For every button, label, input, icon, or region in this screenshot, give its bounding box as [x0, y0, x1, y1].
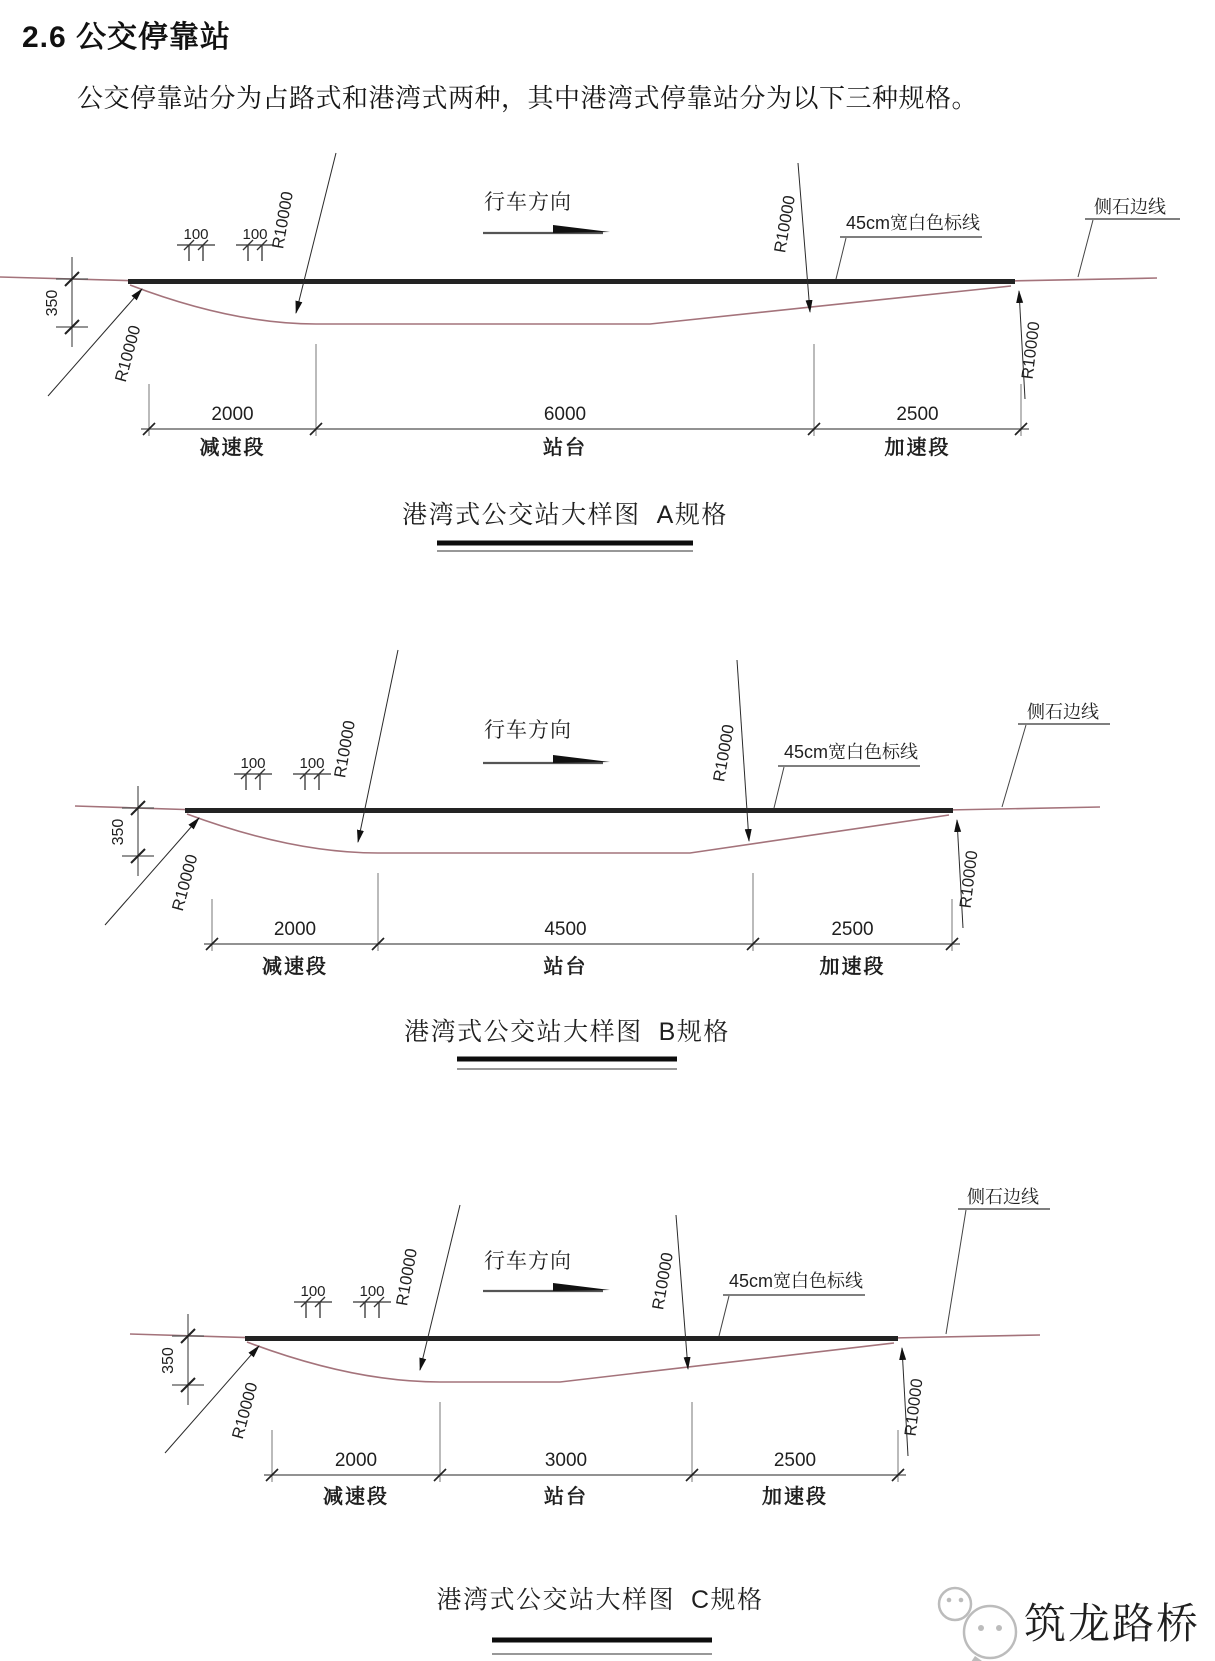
- direction-arrowhead: [553, 1283, 610, 1291]
- bay-curve: [187, 814, 949, 853]
- small-dim-0: [294, 1283, 332, 1318]
- segment-label: 减速段: [323, 1486, 389, 1508]
- radius-leader-2: [296, 153, 336, 313]
- radius-leader-3: [737, 660, 749, 841]
- small-dim-value: 100: [242, 226, 268, 243]
- radius-label-4: R10000: [1018, 320, 1044, 381]
- depth-dim: [160, 1314, 204, 1405]
- radius-leader-3: [798, 163, 810, 312]
- segment-dim-value: 2000: [334, 1450, 378, 1471]
- marking-callout-label: 45cm宽白色标线: [845, 213, 981, 233]
- radius-label-2: R10000: [269, 190, 297, 251]
- marking-line: [128, 279, 1015, 284]
- marking-callout-leader: [836, 238, 846, 279]
- diagram-spec-c: [130, 1187, 1050, 1654]
- depth-dim-value: 350: [44, 289, 61, 317]
- segment-dim-value: 3000: [544, 1450, 588, 1471]
- radius-label-4: R10000: [901, 1377, 927, 1438]
- small-dim-1: [353, 1283, 391, 1318]
- segment-dim-value: 2500: [831, 919, 874, 940]
- radius-leader-2: [358, 650, 398, 842]
- curb-callout-label: 侧石边线: [1027, 702, 1099, 722]
- diagram-caption: [436, 1586, 763, 1614]
- segment-label: 加速段: [819, 956, 886, 978]
- radius-label-2: R10000: [393, 1247, 421, 1308]
- radius-label-1: R10000: [111, 323, 145, 384]
- direction-label: 行车方向: [484, 719, 572, 742]
- watermark-logo-eye: [959, 1598, 964, 1603]
- caption-text: 港湾式公交站大样图: [402, 501, 641, 529]
- small-dim-value: 100: [300, 1283, 326, 1300]
- dimension-chain: [264, 1402, 906, 1508]
- depth-dim: [44, 257, 88, 347]
- small-dim-1: [236, 226, 274, 261]
- marking-callout-leader: [774, 767, 784, 808]
- depth-dim-value: 350: [160, 1347, 177, 1374]
- direction-arrowhead: [553, 755, 610, 763]
- watermark-logo-bubble-large: [964, 1606, 1016, 1658]
- segment-dim-value: 2500: [773, 1450, 817, 1471]
- curb-line-right: [892, 1335, 1040, 1338]
- radius-label-3: R10000: [649, 1251, 677, 1312]
- segment-label: 加速段: [884, 437, 951, 459]
- diagram-caption: [402, 501, 728, 529]
- small-dim-value: 100: [240, 755, 266, 772]
- radius-leader-3: [676, 1215, 688, 1369]
- diagram-spec-b: [75, 650, 1110, 1069]
- radius-label-1: R10000: [168, 852, 202, 913]
- segment-dim-value: 6000: [543, 404, 587, 425]
- marking-callout-label: 45cm宽白色标线: [783, 742, 919, 762]
- marking-callout-label: 45cm宽白色标线: [728, 1271, 864, 1291]
- marking-line: [185, 808, 953, 813]
- segment-label: 站台: [543, 956, 588, 978]
- radius-label-1: R10000: [228, 1380, 262, 1441]
- small-dim-1: [293, 755, 331, 790]
- curb-callout-label: 侧石边线: [1094, 197, 1166, 217]
- marking-callout-leader: [719, 1296, 729, 1336]
- watermark-logo-bubble-small: [939, 1588, 971, 1620]
- diagram-caption: [404, 1018, 730, 1046]
- small-dim-value: 100: [299, 755, 325, 772]
- curb-line-right: [1009, 278, 1157, 281]
- caption-spec: C规格: [690, 1586, 764, 1614]
- bay-curve: [247, 1342, 894, 1382]
- dimension-chain: [204, 873, 960, 978]
- direction-label: 行车方向: [484, 191, 572, 214]
- curb-callout-label: 侧石边线: [967, 1187, 1039, 1207]
- segment-dim-value: 2000: [273, 919, 317, 940]
- caption-spec: A规格: [656, 501, 728, 529]
- small-dim-value: 100: [359, 1283, 385, 1300]
- marking-line: [245, 1336, 898, 1341]
- direction-arrowhead: [553, 225, 610, 233]
- intro-text: 公交停靠站分为占路式和港湾式两种，其中港湾式停靠站分为以下三种规格。: [77, 83, 979, 113]
- curb-callout-leader: [1078, 220, 1093, 277]
- curb-callout-leader: [1002, 725, 1026, 807]
- diagram-spec-a: [0, 153, 1180, 551]
- small-dim-0: [177, 226, 215, 261]
- watermark-logo-eye: [978, 1625, 984, 1631]
- depth-dim: [110, 786, 154, 876]
- segment-label: 减速段: [199, 437, 266, 459]
- section-title: 2.6 公交停靠站: [22, 21, 232, 54]
- watermark: [939, 1588, 1200, 1661]
- segment-dim-value: 4500: [544, 919, 587, 940]
- caption-text: 港湾式公交站大样图: [404, 1018, 643, 1046]
- radius-label-4: R10000: [956, 849, 982, 910]
- watermark-text: 筑龙路桥: [1024, 1600, 1201, 1647]
- segment-dim-value: 2000: [211, 404, 254, 425]
- watermark-logo-eye: [996, 1625, 1002, 1631]
- radius-label-2: R10000: [331, 719, 359, 780]
- depth-dim-value: 350: [110, 818, 127, 846]
- segment-label: 减速段: [262, 956, 328, 978]
- radius-leader-2: [420, 1205, 460, 1370]
- bay-curve: [130, 285, 1011, 324]
- radius-label-3: R10000: [771, 194, 799, 255]
- curb-line-right: [947, 807, 1100, 810]
- segment-label: 站台: [544, 1486, 588, 1508]
- caption-text: 港湾式公交站大样图: [436, 1586, 675, 1614]
- direction-label: 行车方向: [484, 1250, 572, 1273]
- small-dim-value: 100: [183, 226, 209, 243]
- segment-label: 加速段: [762, 1486, 828, 1508]
- curb-callout-leader: [946, 1210, 966, 1334]
- radius-label-3: R10000: [710, 723, 738, 784]
- dimension-chain: [141, 344, 1029, 459]
- small-dim-0: [234, 755, 272, 790]
- segment-label: 站台: [543, 437, 587, 459]
- segment-dim-value: 2500: [896, 404, 939, 425]
- watermark-logo-eye: [947, 1598, 952, 1603]
- caption-spec: B规格: [658, 1018, 730, 1046]
